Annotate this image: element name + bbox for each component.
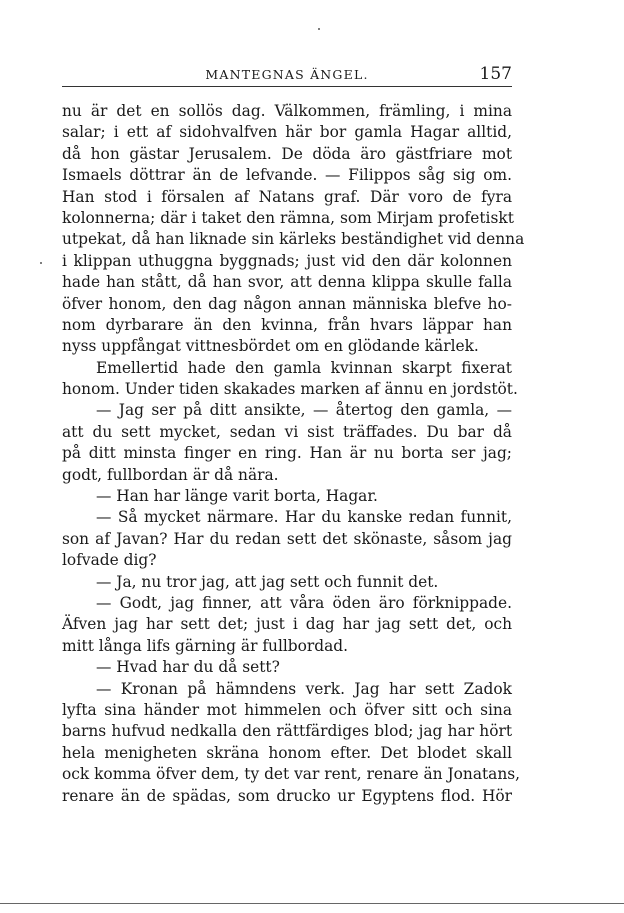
running-title: MANTEGNAS ÄNGEL. bbox=[205, 67, 369, 82]
text-line: hade han stått, då han svor, att denna klippa skulle falla bbox=[62, 273, 512, 292]
body-text bbox=[62, 101, 525, 807]
text-line: barns hufvud nedkalla den rättfärdiges blod; jag har hört bbox=[62, 722, 512, 741]
text-line: mitt långa lifs gärning är fullbordad. bbox=[62, 636, 349, 655]
text-line: son af Javan? Har du redan sett det skönaste, såsom jag bbox=[62, 529, 512, 548]
text-line: — Godt, jag finner, att våra öden äro förknippade. bbox=[96, 593, 512, 612]
text-line: att du sett mycket, sedan vi sist träffades. Du bar då bbox=[62, 422, 512, 441]
text-line: Ismaels döttrar än de lefvande. — Filippos såg sig om. bbox=[62, 166, 512, 185]
text-line: — Så mycket närmare. Har du kanske redan funnit, bbox=[96, 508, 512, 527]
text-line: — Ja, nu tror jag, att jag sett och funnit det. bbox=[96, 572, 439, 591]
text-line: ock komma öfver dem, ty det var rent, renare än Jonatans, bbox=[62, 765, 521, 784]
text-line: nyss uppfångat vittnesbördet om en glödande kärlek. bbox=[62, 337, 479, 356]
text-line: lofvade dig? bbox=[62, 551, 157, 570]
paper-speck bbox=[318, 28, 320, 30]
running-header bbox=[62, 64, 512, 84]
text-line: utpekat, då han liknade sin kärleks beständighet vid denna bbox=[62, 230, 525, 249]
scan-edge bbox=[0, 903, 624, 904]
text-line: hela menigheten skräna honom efter. Det blodet skall bbox=[62, 743, 512, 762]
text-line: — Hvad har du då sett? bbox=[96, 658, 280, 677]
text-line: kolonnerna; där i taket den rämna, som Mirjam profetiskt bbox=[62, 208, 514, 227]
text-line: på ditt minsta finger en ring. Han är nu borta ser jag; bbox=[62, 444, 512, 463]
text-line: Han stod i försalen af Natans graf. Där voro de fyra bbox=[62, 187, 512, 206]
text-line: lyfta sina händer mot himmelen och öfver sitt och sina bbox=[62, 700, 512, 719]
text-line: honom. Under tiden skakades marken af ännu en jordstöt. bbox=[62, 380, 518, 399]
text-line: öfver honom, den dag någon annan människa blefve ho- bbox=[62, 294, 512, 313]
text-line: renare än de spädas, som drucko ur Egyptens flod. Hör bbox=[62, 786, 512, 805]
text-line: Emellertid hade den gamla kvinnan skarpt fixerat bbox=[96, 358, 512, 377]
text-line: — Kronan på hämndens verk. Jag har sett Zadok bbox=[96, 679, 512, 698]
text-line: godt, fullbordan är då nära. bbox=[62, 465, 279, 484]
text-line: nom dyrbarare än den kvinna, från hvars läppar han bbox=[62, 315, 512, 334]
text-line: — Han har länge varit borta, Hagar. bbox=[96, 487, 378, 506]
header-rule bbox=[62, 86, 512, 87]
page-number: 157 bbox=[479, 64, 512, 84]
text-line: salar; i ett af sidohvalfven här bor gamla Hagar alltid, bbox=[62, 123, 512, 142]
text-line: — Jag ser på ditt ansikte, — återtog den gamla, — bbox=[96, 401, 512, 420]
text-line: Äfven jag har sett det; just i dag har jag sett det, och bbox=[62, 615, 512, 634]
paper-speck bbox=[40, 262, 42, 264]
text-line: i klippan uthuggna byggnads; just vid den där kolonnen bbox=[62, 251, 512, 270]
text-line: nu är det en sollös dag. Välkommen, främling, i mina bbox=[62, 102, 512, 120]
text-line: då hon gästar Jerusalem. De döda äro gästfriare mot bbox=[62, 144, 512, 163]
